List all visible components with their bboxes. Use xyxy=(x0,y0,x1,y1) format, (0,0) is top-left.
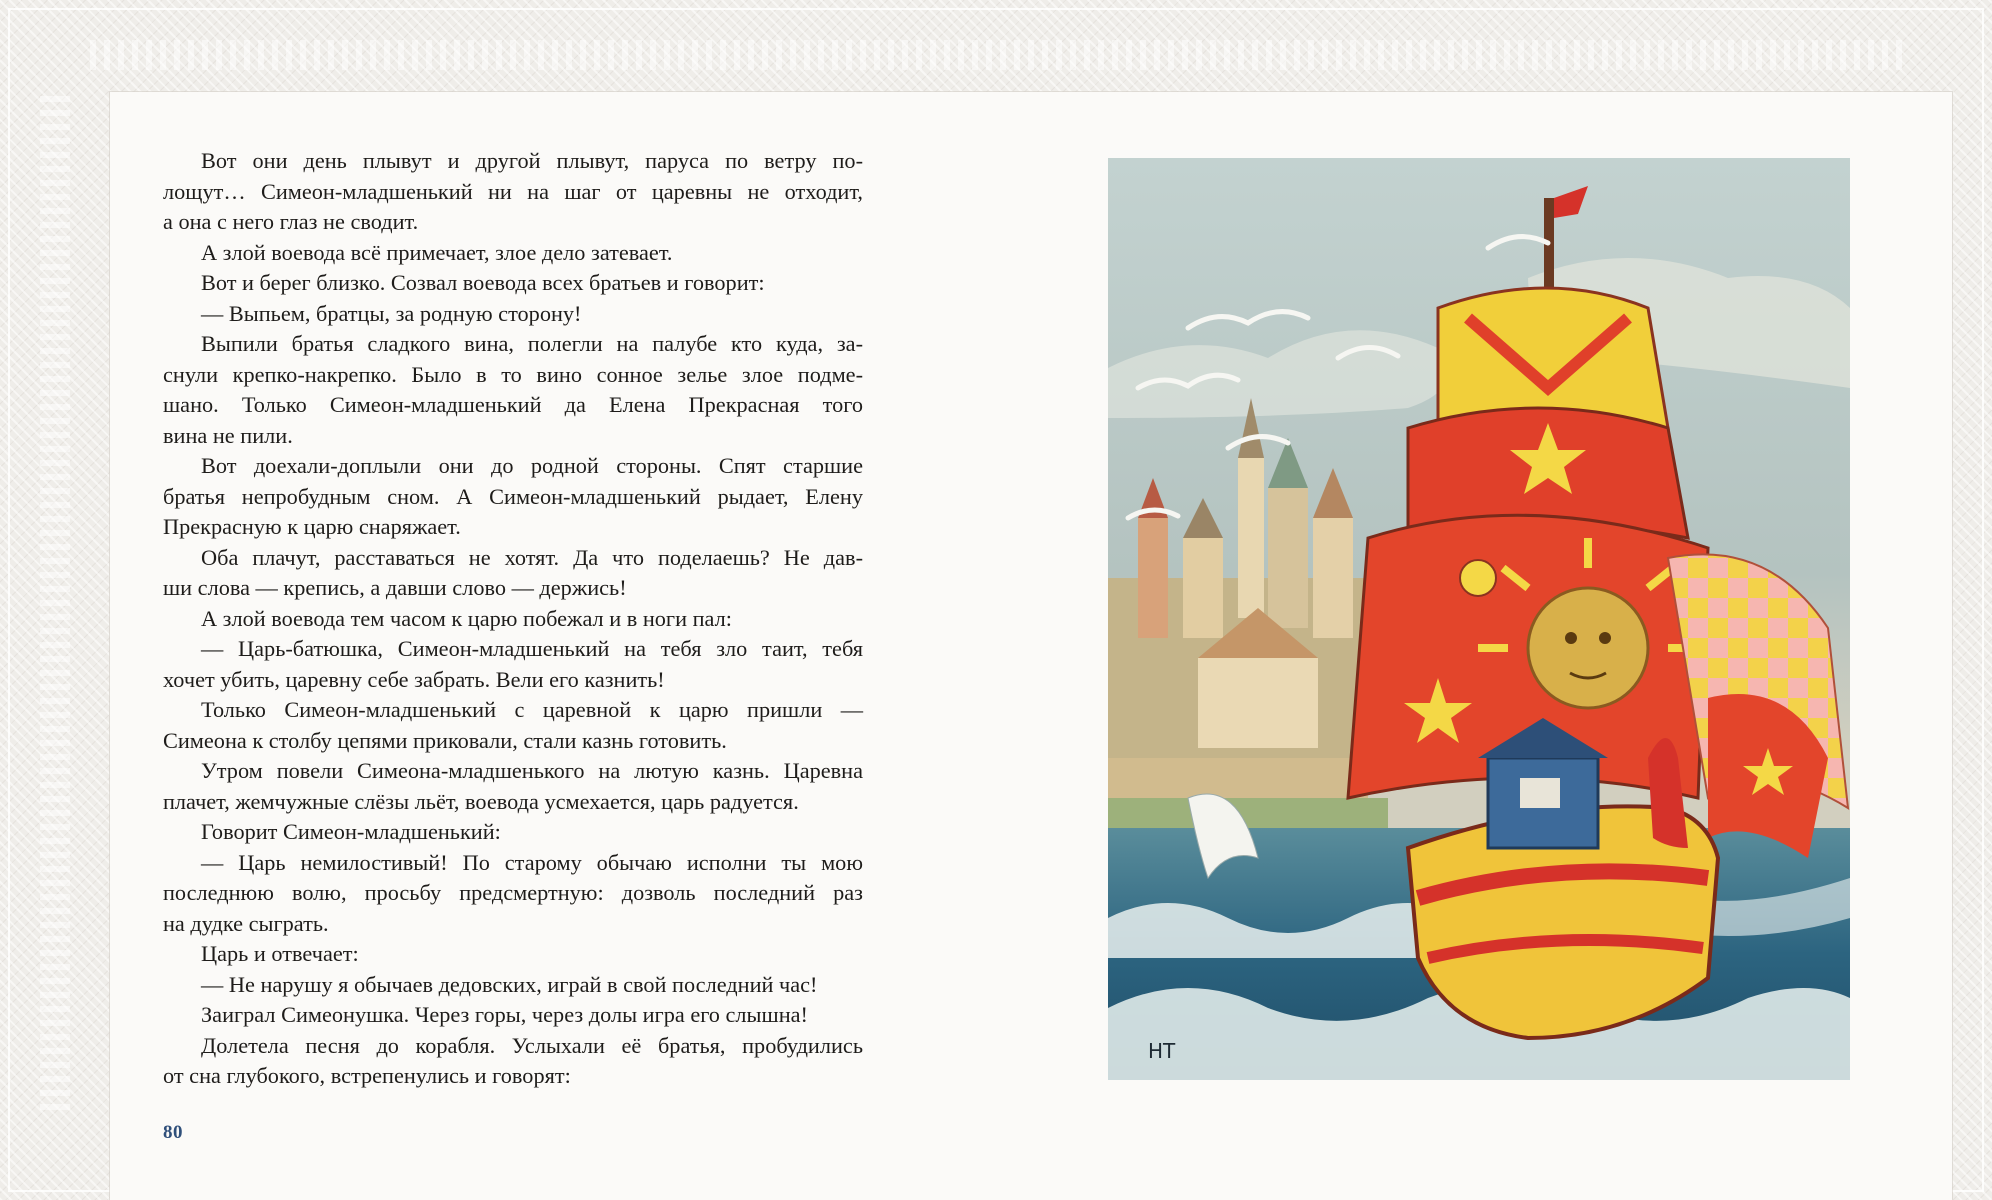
paragraph xyxy=(163,1031,863,1092)
text-line: лощут… Симеон-младшенький ни на шаг от царевны не отходит, xyxy=(163,178,863,204)
text-line: вина не пили. xyxy=(163,422,293,448)
text-line: от сна глубокого, встрепенулись и говорят: xyxy=(163,1063,571,1088)
text-line: Заиграл Симеонушка. Через горы, через долы игра его слышна! xyxy=(201,1002,808,1027)
text-line: — Царь-батюшка, Симеон-младшенький на тебя зло таит, тебя xyxy=(201,636,863,661)
paragraph xyxy=(163,329,863,451)
text-line: Только Симеон-младшенький с царевной к царю пришли — xyxy=(201,697,863,722)
artist-signature: НТ xyxy=(1148,1039,1176,1063)
paragraph xyxy=(163,268,863,299)
ornament-band-top xyxy=(90,40,1902,70)
text-line: А злой воевода тем часом к царю побежал и в ноги пал: xyxy=(201,605,732,631)
text-line: Царь и отвечает: xyxy=(201,941,359,966)
text-line: ши слова — крепись, а давши слово — держись! xyxy=(163,575,627,600)
paragraph xyxy=(163,1000,863,1031)
paragraph xyxy=(163,939,863,970)
paragraph xyxy=(163,451,863,543)
text-line: Вот они день плывут и другой плывут, паруса по ветру по- xyxy=(201,148,863,173)
text-line: Выпили братья сладкого вина, полегли на палубе кто куда, за- xyxy=(201,331,863,356)
text-line: — Не нарушу я обычаев дедовских, играй в свой последний час! xyxy=(201,971,818,997)
text-line: Долетела песня до корабля. Услыхали её братья, пробудились xyxy=(201,1032,863,1058)
text-line: А злой воевода всё примечает, злое дело затевает. xyxy=(201,239,673,265)
text-line: шано. Только Симеон-младшенький да Елена Прекрасная того xyxy=(163,392,863,417)
text-line: снули крепко-накрепко. Было в то вино сонное зелье злое подме- xyxy=(163,361,863,387)
text-line: Оба плачут, расставаться не хотят. Да что поделаешь? Не дав- xyxy=(201,544,863,570)
paragraph xyxy=(163,146,863,238)
text-line: Вот доехали-доплыли они до родной стороны. Спят старшие xyxy=(201,453,863,478)
paragraph xyxy=(163,970,863,1001)
paragraph xyxy=(163,756,863,817)
paragraph xyxy=(163,695,863,756)
text-line: Симеона к столбу цепями приковали, стали казнь готовить. xyxy=(163,727,727,753)
text-line: Прекрасную к царю снаряжает. xyxy=(163,514,461,539)
text-line: — Царь немилостивый! По старому обычаю исполни ты мою xyxy=(201,849,863,875)
text-line: Вот и берег близко. Созвал воевода всех братьев и говорит: xyxy=(201,270,765,295)
text-line: плачет, жемчужные слёзы льёт, воевода усмехается, царь радуется. xyxy=(163,788,799,814)
text-line: Говорит Симеон-младшенький: xyxy=(201,819,501,844)
paragraph xyxy=(163,817,863,848)
paragraph xyxy=(163,634,863,695)
sun-face xyxy=(1528,588,1648,708)
story-text xyxy=(163,146,863,1092)
text-line: Утром повели Симеона-младшенького на лютую казнь. Царевна xyxy=(201,758,863,783)
ship-illustration xyxy=(1108,158,1850,1080)
text-line: на дудке сыграть. xyxy=(163,910,329,936)
text-line: братья непробудным сном. А Симеон-младшенький рыдает, Елену xyxy=(163,483,863,509)
paragraph xyxy=(163,848,863,940)
ornament-band-left xyxy=(40,90,70,1110)
text-line: последнюю волю, просьбу предсмертную: дозволь последний раз xyxy=(163,880,863,905)
paragraph xyxy=(163,604,863,635)
paragraph xyxy=(163,543,863,604)
text-line: хочет убить, царевну себе забрать. Вели его казнить! xyxy=(163,666,665,692)
paragraph xyxy=(163,299,863,330)
paragraph xyxy=(163,238,863,269)
text-line: — Выпьем, братцы, за родную сторону! xyxy=(201,300,582,326)
text-line: а она с него глаз не сводит. xyxy=(163,209,419,234)
page-number: 80 xyxy=(163,1122,183,1143)
